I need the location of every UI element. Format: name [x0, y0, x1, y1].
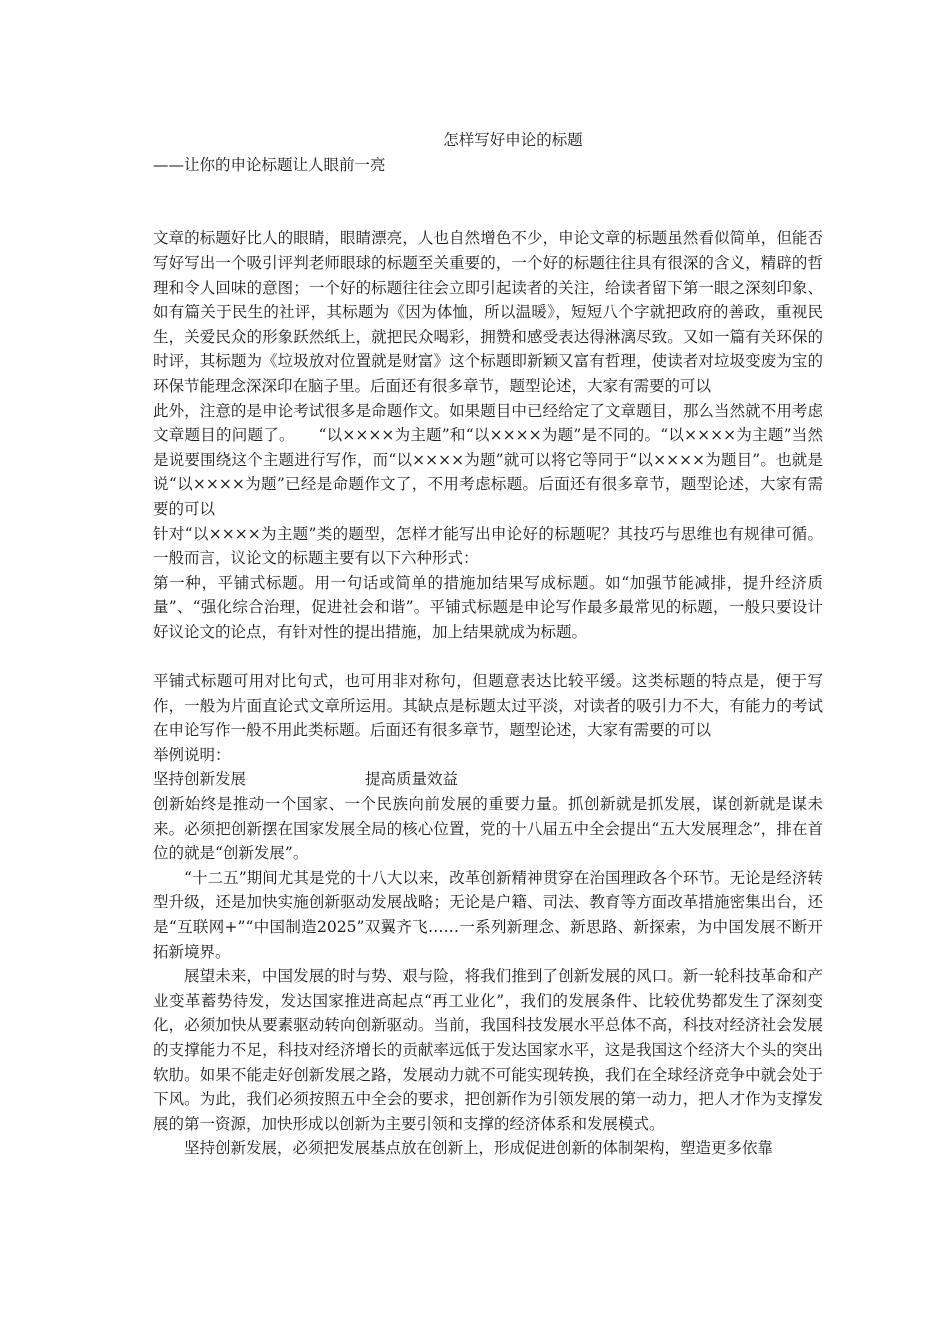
paragraph-example-3: 展望未来，中国发展的时与势、艰与险，将我们推到了创新发展的风口。新一轮科技革命和产业变革蓄势待发，发达国家推进高起点“再工业化”，我们的发展条件、比较优势都发生了深刻变化，必须加快从要素驱动转向创新驱动。当前，我国科技发展水平总体不高，科技对经济社会发展的支撑能力不足，科技对经济增长的贡献率远低于发达国家水平，这是我国这个经济大个头的突出软肋。如果不能走好创新发展之路，发展动力就不可能实现转换，我们在全球经济竞争中就会处于下风。为此，我们必须按照五中全会的要求，把创新作为引领发展的第一动力，把人才作为支撑发展的第一资源，加快形成以创新为主要引领和支撑的经济体系和发展模式。: [153, 967, 823, 1133]
paragraph-type-one-notes: 平铺式标题可用对比句式，也可用非对称句，但题意表达比较平缓。这类标题的特点是，便于写作，一般为片面直论式文章所运用。其缺点是标题太过平淡，对读者的吸引力不大，有能力的考试在申论写作一般不用此类标题。后面还有很多章节，题型论述，大家有需要的可以: [153, 672, 823, 740]
paragraph-example-2: “十二五”期间尤其是党的十八大以来，改革创新精神贯穿在治国理政各个环节。无论是经济转型升级，还是加快实施创新驱动发展战略；无论是户籍、司法、教育等方面改革措施密集出台，还是“互联网+”“中国制造2025”双翼齐飞……一系列新理念、新思路、新探索，为中国发展不断开拓新境界。: [153, 868, 823, 961]
paragraph-proposition: 此外，注意的是申论考试很多是命题作文。如果题目中已经给定了文章题目，那么当然就不用考虑文章题目的问题了。 “以××××为主题”和“以××××为题”是不同的。“以××××为主题”当然是说要围绕这个主题进行写作，而“以××××为题”就可以将它等同于“以××××为题目”。也就是说“以××××为题”已经是命题作文了，不用考虑标题。后面还有很多章节，题型论述，大家有需要的可以: [153, 401, 823, 518]
example-title: [153, 767, 823, 792]
paragraph-techniques: 针对“以××××为主题”类的题型，怎样才能写出申论好的标题呢？其技巧与思维也有规律可循。一般而言，议论文的标题主要有以下六种形式：: [153, 524, 823, 568]
paragraph-example-1: 创新始终是推动一个国家、一个民族向前发展的重要力量。抓创新就是抓发展，谋创新就是谋未来。必须把创新摆在国家发展全局的核心位置，党的十八届五中全会提出“五大发展理念”，排在首位的就是“创新发展”。: [153, 795, 823, 863]
blank-line: [153, 644, 823, 669]
example-title-right: 提高质量效益: [365, 770, 459, 789]
example-title-left: 坚持创新发展: [153, 770, 247, 789]
document-subtitle: ——让你的申论标题让人眼前一亮: [153, 155, 386, 174]
example-label: 举例说明：: [153, 745, 231, 764]
paragraph-intro: 文章的标题好比人的眼睛，眼睛漂亮，人也自然增色不少，申论文章的标题虽然看似简单，但能否写好写出一个吸引评判老师眼球的标题至关重要的，一个好的标题往往具有很深的含义，精辟的哲理和令人回味的意图；一个好的标题往往会立即引起读者的关注，给读者留下第一眼之深刻印象、如有篇关于民生的社评，其标题为《因为体恤，所以温暖》，短短八个字就把政府的善政，重视民生，关爱民众的形象跃然纸上，就把民众喝彩，拥赞和感受表达得淋漓尽致。又如一篇有关环保的时评，其标题为《垃圾放对位置就是财富》这个标题即新颖又富有哲理，使读者对垃圾变废为宝的环保节能理念深深印在脑子里。后面还有很多章节，题型论述，大家有需要的可以: [153, 229, 823, 395]
paragraph-type-one: 第一种，平铺式标题。用一句话或简单的措施加结果写成标题。如“加强节能减排，提升经济质量”、“强化综合治理，促进社会和谐”。平铺式标题是申论写作最多最常见的标题，一般只要设计好议论文的论点，有针对性的提出措施，加上结果就成为标题。: [153, 573, 823, 641]
document-title: 怎样写好申论的标题: [443, 131, 583, 149]
blank-line: [153, 202, 823, 227]
paragraph-example-4: 坚持创新发展，必须把发展基点放在创新上，形成促进创新的体制架构，塑造更多依靠: [184, 1139, 774, 1158]
document-body: [153, 128, 823, 1161]
blank-line: [153, 177, 823, 202]
